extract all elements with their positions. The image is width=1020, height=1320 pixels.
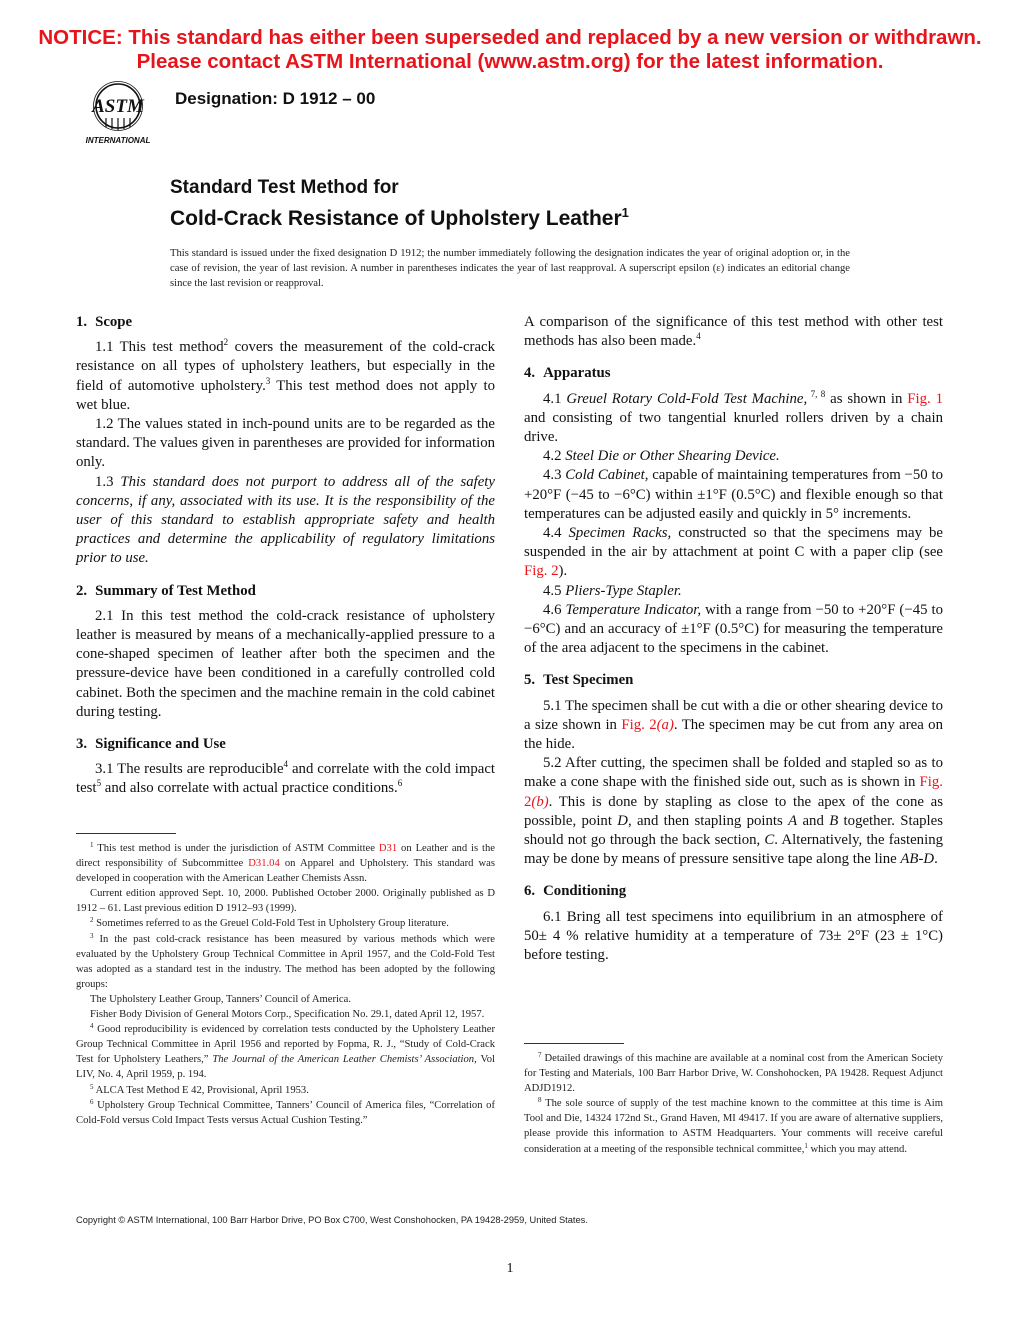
title-footnote-mark: 1 — [621, 205, 629, 220]
footnote-3: $^3$ In the past cold-crack resistance has been measured by various methods which were evaluated by the Upholstery Group Technical Committee in April 1957, and the Cold-Fold Test was adopted as a standard test in the industry. The method has been adopted by the following groups: — [76, 931, 495, 990]
para-1-2: 1.2 The values stated in inch-pound units are to be regarded as the standard. The values given in parentheses are provided for information only. — [76, 416, 495, 471]
astm-logo-icon — [76, 78, 160, 150]
copyright: Copyright © ASTM International, 100 Barr Harbor Drive, PO Box C700, West Conshohocken, PA 19428-2959, United States. — [76, 1215, 588, 1225]
section-heading-scope: 1. Scope — [76, 314, 133, 330]
footnote-1: $^1$ This test method is under the jurisdiction of ASTM Committee D31 on Leather and is the direct responsibility of Subcommittee D31.04 on Apparel and Upholstery. This standard was developed in cooperation with the American Leather Chemists Assn. — [76, 841, 495, 885]
section-heading-summary: 2. Summary of Test Method — [76, 582, 256, 599]
designation: Designation: D 1912 – 00 — [175, 89, 376, 108]
para-4-2: 4.2 Steel Die or Other Shearing Device. — [543, 448, 780, 465]
document-title — [170, 176, 629, 232]
para-4-5: 4.5 Pliers-Type Stapler. — [543, 582, 682, 599]
withdrawn-notice — [0, 26, 1020, 74]
section-heading-apparatus: 4. Apparatus — [524, 365, 611, 382]
section-heading-specimen: 5. Test Specimen — [524, 672, 634, 689]
para-3-1-continued: A comparison of the significance of this test method with other test methods has also been made.$^4$ — [524, 314, 943, 350]
svg-text:ASTM: ASTM — [92, 96, 144, 117]
right-column — [524, 313, 943, 965]
section-heading-significance: 3. Significance and Use — [76, 736, 226, 753]
footnote-3-group-2: Fisher Body Division of General Motors Corp., Specification No. 29.1, dated April 12, 1957. — [90, 1009, 485, 1021]
fig-1-link[interactable]: Fig. 1 — [907, 390, 943, 407]
footnotes-left — [76, 841, 495, 1128]
committee-link[interactable]: D31 — [378, 843, 398, 854]
fig-2b-link[interactable]: Fig. 2(b) — [524, 774, 943, 810]
para-1-1: 1.1 This test method$^2$ covers the measurement of the cold-crack resistance on all types of upholstery leathers, but especially in the field of automotive upholstery.$^3$ This test method does not apply to wet blue. — [76, 337, 495, 413]
footnote-2: $^2$ Sometimes referred to as the Greuel Cold-Fold Test in Upholstery Group literature. — [90, 916, 449, 930]
page-number: 1 — [506, 1261, 514, 1276]
footnote-rule-right — [524, 1043, 624, 1044]
para-3-1: 3.1 The results are reproducible$^4$ and correlate with the cold impact test$^5$ and also correlate with actual practice conditions.$^6$ — [76, 759, 495, 797]
para-4-4: 4.4 Specimen Racks, constructed so that the specimens may be suspended in the air by attachment at point C with a paper clip (see Fig. 2). — [524, 525, 943, 580]
para-1-3: 1.3 This standard does not purport to address all of the safety concerns, if any, associated with its use. It is the responsibility of the user of this standard to establish appropriate safety and health practices and determine the applicability of regulatory limitations prior to use. — [76, 473, 495, 567]
para-4-1: 4.1 Greuel Rotary Cold-Fold Test Machine, $^{7, 8}$ as shown in Fig. 1 and consisting of two tangential knurled rollers driven by a chain drive. — [524, 388, 943, 446]
title-line-2: Cold-Crack Resistance of Upholstery Leather — [170, 207, 622, 230]
footnote-5: $^5$ ALCA Test Method E 42, Provisional, April 1953. — [90, 1082, 309, 1096]
footnote-8: $^8$ The sole source of supply of the test machine known to the committee at this time is Aim Tool and Die, 14324 172nd St., Grand Haven, MI 49417. If you are aware of alternative suppliers, please provide this information to ASTM Headquarters. Your comments will receive careful consideration at a meeting of the responsible technical committee,$^1$ which you may attend. — [524, 1096, 943, 1155]
left-column — [76, 313, 495, 799]
footnote-rule-left — [76, 833, 176, 834]
title-line-1: Standard Test Method for — [170, 177, 399, 198]
issue-note: This standard is issued under the fixed designation D 1912; the number immediately following the designation indicates the year of original adoption or, in the case of revision, the year of last revision. A number in parentheses indicates the year of last reapproval. A superscript epsilon (ε) indicates an editorial change since the last revision or reapproval. — [170, 248, 850, 289]
fig-2a-link[interactable]: Fig. 2(a) — [621, 716, 674, 733]
para-4-3: 4.3 Cold Cabinet, capable of maintaining temperatures from −50 to +20°F (−45 to −6°C) within ±1°F (0.5°C) and flexible enough so that temperatures can be adjusted easily and quickly in 5° increments. — [524, 467, 943, 522]
para-4-6: 4.6 Temperature Indicator, with a range from −50 to +20°F (−45 to −6°C) and an accuracy of ±1°F (0.5°C) for measuring the temperature of the area adjacent to the specimens in the cabinet. — [524, 601, 943, 657]
logo-label: INTERNATIONAL — [85, 136, 151, 145]
para-5-2: 5.2 After cutting, the specimen shall be folded and stapled so as to make a cone shape with the finished side out, such as is shown in Fig. 2(b). This is done by stapling as close to the apex of the cone as possible, point D, and then stapling points A and B together. Staples should not go through the back section, C. Alternatively, the fastening may be done by means of pressure sensitive tape along the line AB-D. — [524, 755, 943, 868]
para-5-1: 5.1 The specimen shall be cut with a die or other shearing device to a size shown in Fig. 2(a). The specimen may be cut from any area on the hide. — [524, 697, 943, 753]
subcommittee-link[interactable]: D31.04 — [248, 858, 280, 870]
notice-line-2: Please contact ASTM International (www.astm.org) for the latest information. — [136, 50, 884, 73]
fig-2-link[interactable]: Fig. 2 — [524, 563, 559, 580]
para-2-1: 2.1 In this test method the cold-crack resistance of upholstery leather is measured by means of a mechanically-applied pressure to a cone-shaped specimen of leather after both the specimen and the pressure-device have been conditioned in a carefully controlled cold cabinet. Both the specimen and the machine remain in the cold cabinet during testing. — [76, 607, 495, 720]
para-6-1: 6.1 Bring all test specimens into equilibrium in an atmosphere of 50± 4 % relative humidity at a temperature of 73± 2°F (23 ± 1°C) before testing. — [524, 908, 943, 964]
footnote-1-edition: Current edition approved Sept. 10, 2000. Published October 2000. Originally published as D 1912 – 61. Last previous edition D 1912–93 (1999). — [76, 888, 495, 915]
footnote-3-group-1: The Upholstery Leather Group, Tanners’ Council of America. — [90, 993, 351, 1005]
footnotes-right — [524, 1051, 943, 1157]
section-heading-conditioning: 6. Conditioning — [524, 883, 627, 900]
footnote-6: $^6$ Upholstery Group Technical Committee, Tanners’ Council of America files, “Correlation of Cold-Fold versus Cold Impact Tests versus Actual Cushion Testing.” — [76, 1097, 495, 1126]
footnote-7: $^7$ Detailed drawings of this machine are available at a nominal cost from the American Society for Testing and Materials, 100 Barr Harbor Drive, W. Conshohocken, PA 19428. Request Adjunct ADJD1912. — [524, 1051, 943, 1095]
footnote-4: $^4$ Good reproducibility is evidenced by correlation tests conducted by the Upholstery Leather Group Technical Committee in April 1956 and reported by Fopma, R. J., “Study of Cold-Crack Test for Upholstery Leathers,” The Journal of the American Leather Chemists’ Association, Vol LIV, No. 4, April 1959, p. 194. — [76, 1022, 495, 1081]
notice-line-1: NOTICE: This standard has either been superseded and replaced by a new version or withdrawn. — [38, 26, 982, 49]
